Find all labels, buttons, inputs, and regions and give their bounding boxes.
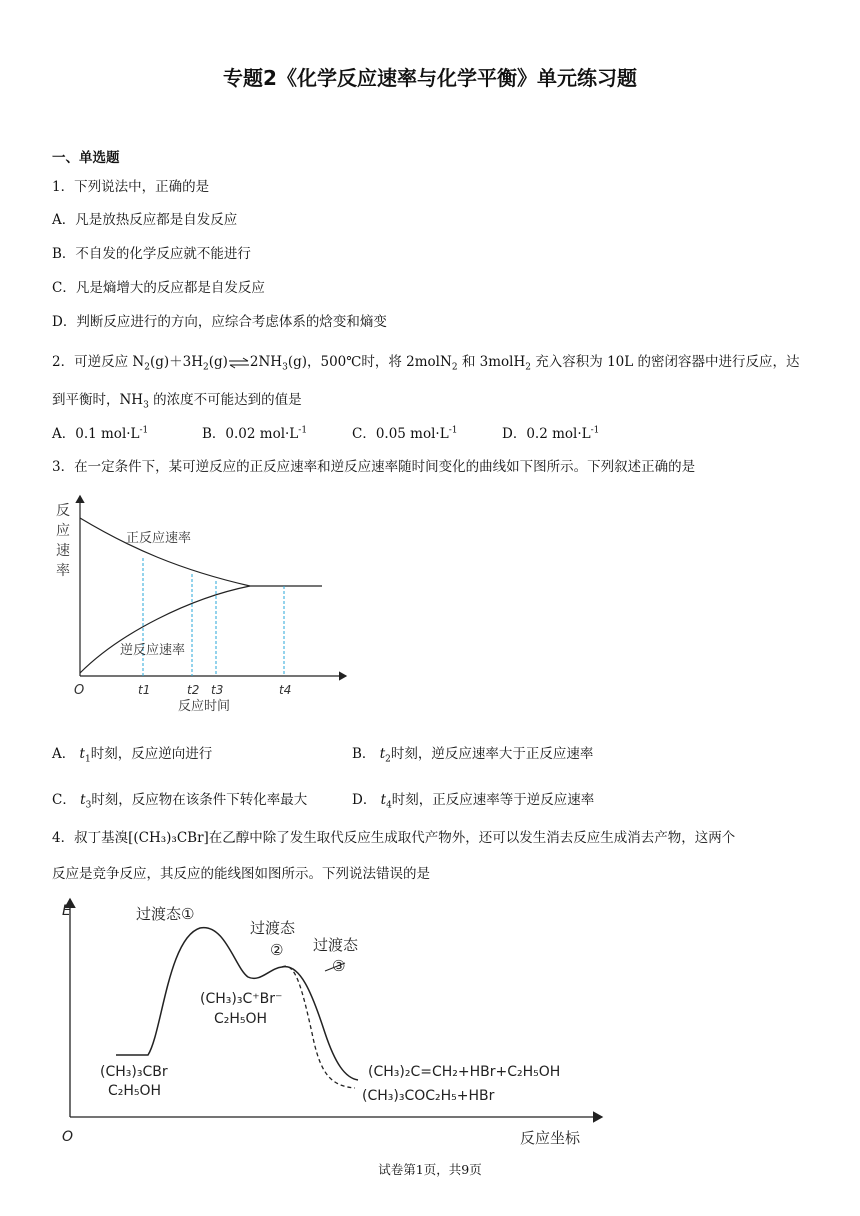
page-footer: 试卷第1页，共9页 <box>378 1162 482 1177</box>
forward-rate-label: 正反应速率 <box>126 531 192 546</box>
y-label-char-2: 应 <box>56 523 70 539</box>
section-heading: 一、单选题 <box>52 150 120 166</box>
energy-axis-label: E <box>62 903 71 919</box>
y-label-char-3: 速 <box>56 543 70 559</box>
x-axis-label: 反应时间 <box>178 699 231 714</box>
q4-stem-line1: 4．叔丁基溴[(CH₃)₃CBr]在乙醇中除了发生取代反应生成取代产物外，还可以发生消去反应生成消去产物，这两个 <box>52 830 736 846</box>
q2-option-d: D．0.2 $mol\cdot L^{-1}$ <box>502 425 600 442</box>
origin-label: O <box>62 1129 74 1145</box>
q2-option-c: C．0.05 $mol\cdot L^{-1}$ <box>352 425 458 442</box>
y-label-char-1: 反 <box>56 503 70 519</box>
tick-t3: t3 <box>211 683 224 697</box>
intermediate-solvent: C₂H₅OH <box>214 1011 268 1027</box>
tick-t1: t1 <box>138 683 151 697</box>
tick-t4: t4 <box>279 683 292 697</box>
q1-option-b: B．不自发的化学反应就不能进行 <box>52 246 251 262</box>
q3-stem: 3．在一定条件下，某可逆反应的正反应速率和逆反应速率随时间变化的曲线如下图所示。下列叙述正确的是 <box>52 459 696 475</box>
q2-option-b: B．0.02 $mol\cdot L^{-1}$ <box>202 425 308 442</box>
q3-option-d: D． $t_4$时刻，正反应速率等于逆反应速率 <box>352 792 595 811</box>
origin-label: O <box>74 683 85 698</box>
q2-stem: 2．可逆反应 $N_2(g)+3H_2(g)$ $2NH_3(g)$，500℃时，将 2molN$_2$ 和 3molH$_2$ 充入容积为 10L 的密闭容器中进行反应，达 <box>52 354 800 373</box>
elimination-product-label: (CH₃)₂C=CH₂+HBr+C₂H₅OH <box>368 1064 561 1080</box>
q1-stem: 1．下列说法中，正确的是 <box>52 179 210 195</box>
energy-profile-graph <box>50 893 620 1148</box>
q1-option-d: D．判断反应进行的方向，应综合考虑体系的焓变和熵变 <box>52 314 387 330</box>
intermediate-formula: (CH₃)₃C⁺Br⁻ <box>200 991 283 1007</box>
q3-option-c: C． $t_3$时刻，反应物在该条件下转化率最大 <box>52 792 308 811</box>
transition-state-3-label: 过渡态 <box>313 936 359 954</box>
substitution-pathway-curve <box>282 966 355 1088</box>
transition-state-2-number: ② <box>270 941 284 959</box>
reactant-formula: (CH₃)₃CBr <box>100 1064 168 1080</box>
page-title: 专题2《化学反应速率与化学平衡》单元练习题 <box>223 66 637 90</box>
substitution-product-label: (CH₃)₃COC₂H₅+HBr <box>362 1088 495 1104</box>
reverse-rate-label: 逆反应速率 <box>120 643 186 658</box>
reverse-rate-curve <box>80 586 250 673</box>
q2-stem-line2: 到平衡时，$NH_3$ 的浓度不可能达到的值是 <box>52 392 302 411</box>
reactant-solvent: C₂H₅OH <box>108 1083 162 1099</box>
q1-option-a: A．凡是放热反应都是自发反应 <box>52 212 238 228</box>
q3-option-a: A． $t_1$时刻，反应逆向进行 <box>52 746 213 765</box>
q4-stem-line2: 反应是竞争反应，其反应的能线图如图所示。下列说法错误的是 <box>52 866 430 882</box>
equilibrium-arrow-icon <box>228 357 250 369</box>
transition-state-2-label: 过渡态 <box>250 919 296 937</box>
rate-time-graph <box>50 488 360 720</box>
forward-rate-curve <box>80 518 322 586</box>
y-label-char-4: 率 <box>56 563 70 579</box>
transition-state-3-number: ③ <box>332 957 346 975</box>
tick-t2: t2 <box>187 683 200 697</box>
q3-option-b: B． $t_2$时刻，逆反应速率大于正反应速率 <box>352 746 594 765</box>
x-axis-label: 反应坐标 <box>520 1129 581 1147</box>
q1-option-c: C．凡是熵增大的反应都是自发反应 <box>52 280 265 296</box>
q2-option-a: A．0.1 $mol\cdot L^{-1}$ <box>52 425 149 442</box>
transition-state-1-label: 过渡态① <box>136 905 195 923</box>
